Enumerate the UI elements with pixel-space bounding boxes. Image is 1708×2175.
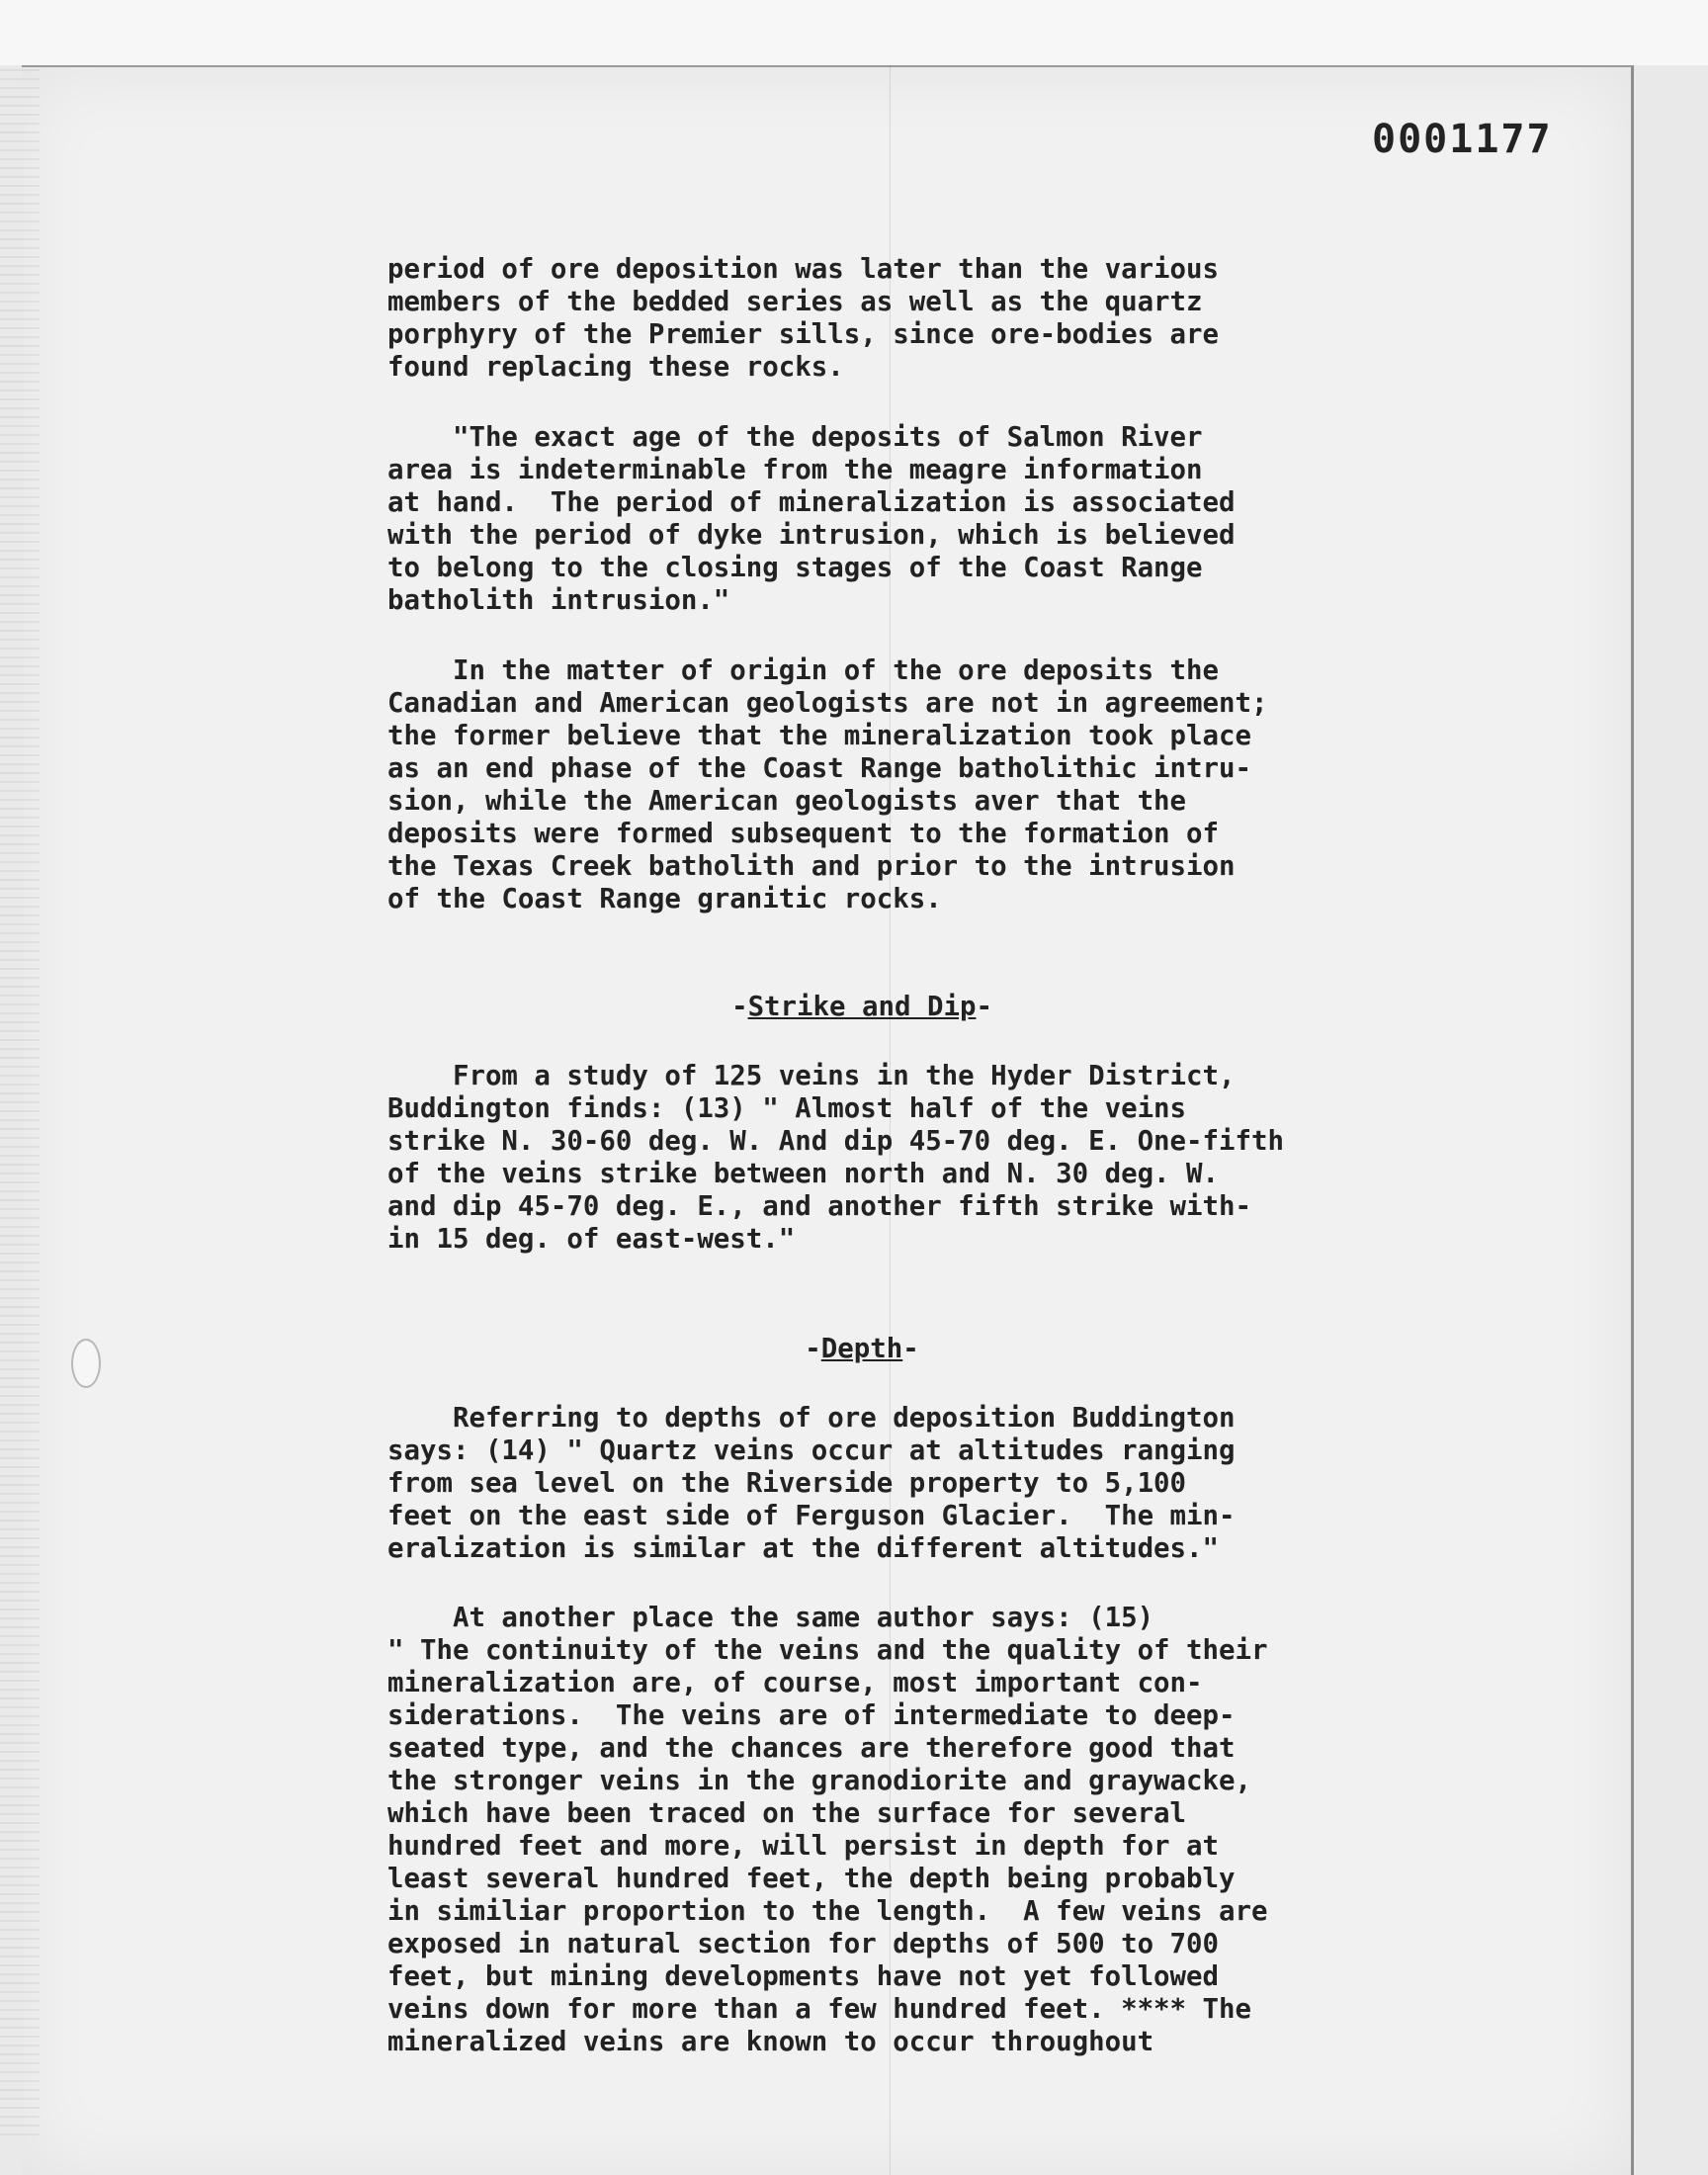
text-line: with the period of dyke intrusion, which is believed [387,520,1236,551]
section-heading-strike-and-dip [387,991,1336,1023]
text-line: mineralized veins are known to occur throughout [387,2027,1154,2057]
text-line: to belong to the closing stages of the Coast Range [387,553,1203,583]
text-line: of the Coast Range granitic rocks. [387,884,942,914]
section-heading-depth [387,1333,1336,1365]
text-line: in similiar proportion to the length. A few veins are [387,1896,1268,1927]
text-line: and dip 45-70 deg. E., and another fifth strike with- [387,1191,1251,1222]
scanner-margin [0,0,1708,65]
heading-title: Depth [820,1334,903,1364]
heading-title: Strike and Dip [747,992,977,1022]
text-line: sion, while the American geologists aver that the [387,786,1187,817]
text-line: feet, but mining developments have not yet followed [387,1961,1220,1992]
heading-dash: - [976,992,992,1022]
text-line: from sea level on the Riverside property to 5,100 [387,1468,1187,1499]
text-line: the Texas Creek batholith and prior to the intrusion [387,851,1236,882]
text-line: Buddington finds: (13) " Almost half of the veins [387,1093,1187,1124]
text-line: porphyry of the Premier sills, since ore-bodies are [387,319,1220,350]
text-line: the former believe that the mineralization took place [387,721,1251,751]
text-line: seated type, and the chances are therefore good that [387,1733,1236,1764]
text-line: siderations. The veins are of intermediate to deep- [387,1700,1236,1731]
text-line: in 15 deg. of east-west." [387,1224,796,1255]
text-line: least several hundred feet, the depth being probably [387,1864,1236,1894]
text-line: at hand. The period of mineralization is associated [387,487,1236,518]
text-line: as an end phase of the Coast Range batholithic intru- [387,753,1251,784]
text-line: of the veins strike between north and N. 30 deg. W. [387,1159,1220,1189]
text-line: batholith intrusion." [387,585,730,616]
paragraph-vein-continuity-quote [387,1602,1336,2058]
text-line: Canadian and American geologists are not in agreement; [387,688,1268,719]
text-line: feet on the east side of Ferguson Glacier. The min- [387,1501,1236,1531]
text-line: period of ore deposition was later than the various [387,254,1220,285]
scan-edge-noise [0,69,40,2135]
text-line: Referring to depths of ore deposition Buddington [387,1403,1236,1434]
text-line: hundred feet and more, will persist in depth for at [387,1831,1220,1862]
text-line: mineralization are, of course, most important con- [387,1668,1203,1698]
page-number: 0001177 [1372,117,1553,162]
paragraph-depth-altitudes [387,1402,1336,1565]
text-line: the stronger veins in the granodiorite and graywacke, [387,1766,1251,1796]
text-line: area is indeterminable from the meagre information [387,455,1203,485]
text-line: which have been traced on the surface for several [387,1798,1187,1829]
text-line: "The exact age of the deposits of Salmon River [387,422,1203,453]
text-line: " The continuity of the veins and the quality of their [387,1635,1268,1666]
paragraph-ore-deposition-period [387,253,1336,384]
punch-hole [71,1339,101,1388]
heading-dash: - [902,1334,919,1364]
heading-dash: - [731,992,748,1022]
text-line: says: (14) " Quartz veins occur at altitudes ranging [387,1436,1236,1466]
text-line: exposed in natural section for depths of 500 to 700 [387,1929,1220,1959]
text-line: From a study of 125 veins in the Hyder District, [387,1061,1236,1091]
paragraph-strike-and-dip [387,1060,1336,1256]
text-line: members of the bedded series as well as the quartz [387,287,1203,317]
heading-dash: - [805,1334,821,1364]
text-line: In the matter of origin of the ore deposits the [387,655,1220,686]
text-line: veins down for more than a few hundred feet. **** The [387,1994,1251,2025]
text-line: eralization is similar at the different altitudes." [387,1533,1220,1564]
paragraph-origin-of-deposits [387,654,1336,915]
text-line: deposits were formed subsequent to the formation of [387,819,1220,849]
paragraph-exact-age-quote [387,421,1336,617]
text-line: At another place the same author says: (15) [387,1603,1154,1633]
text-line: found replacing these rocks. [387,352,844,383]
text-line: strike N. 30-60 deg. W. And dip 45-70 deg. E. One-fifth [387,1126,1284,1157]
